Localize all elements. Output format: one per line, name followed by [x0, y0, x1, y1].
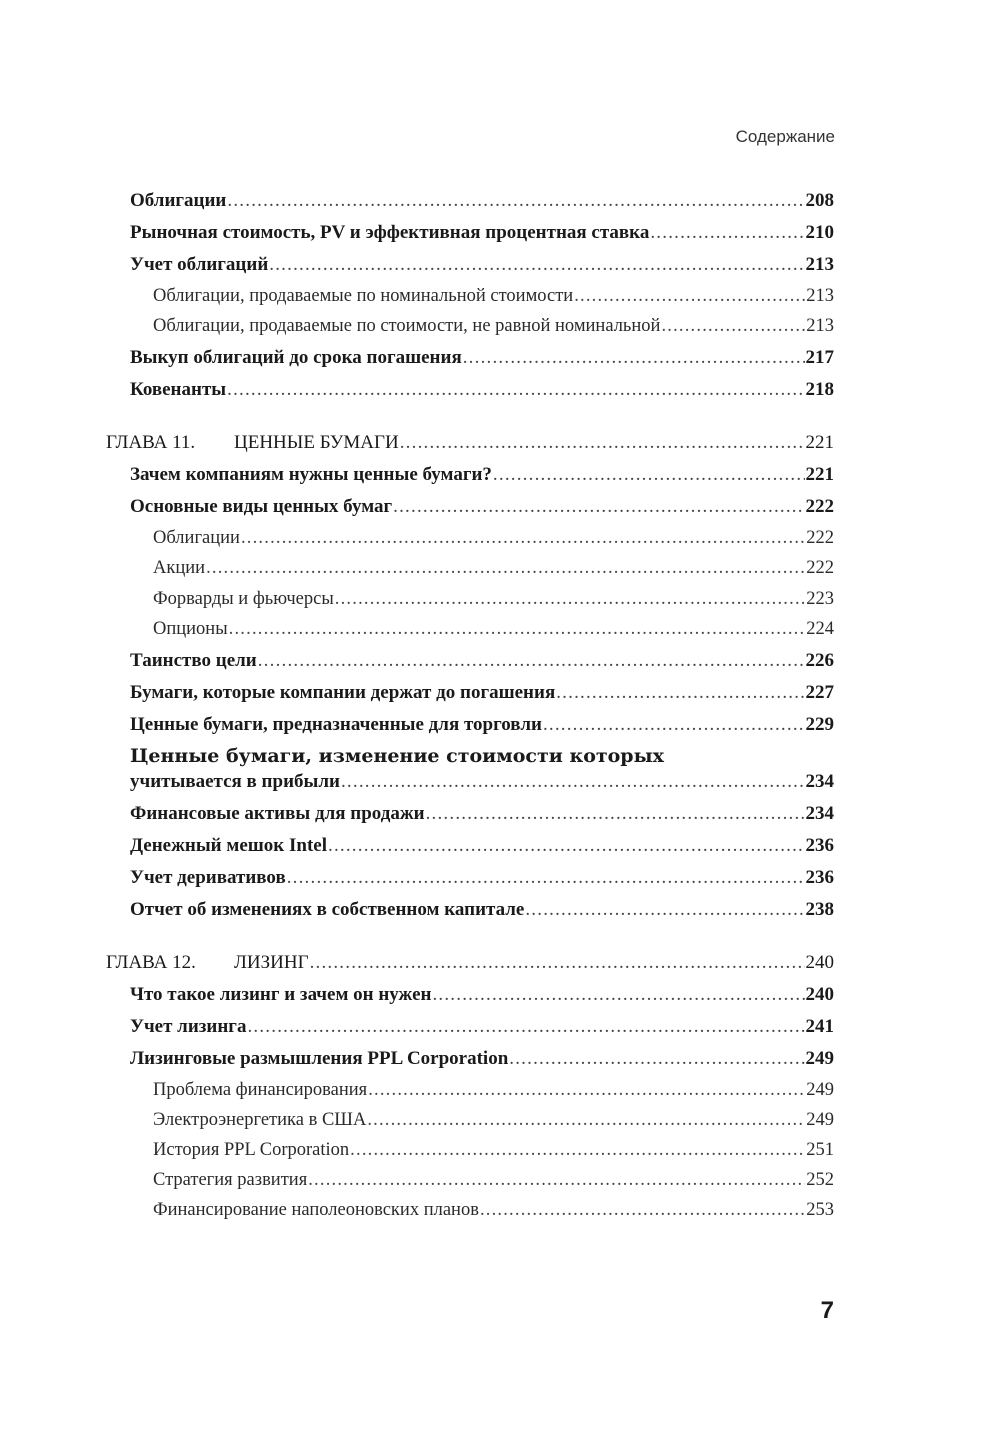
toc-page-number: 234 [805, 803, 834, 824]
page-number: 7 [820, 1297, 834, 1324]
toc-entry-held-to-maturity[interactable] [130, 682, 834, 704]
toc-entry-title: Основные виды ценных бумаг [130, 496, 393, 517]
toc-entry-title: Ковенанты [130, 379, 227, 400]
dot-leader [328, 835, 805, 857]
toc-page-number: 252 [806, 1170, 834, 1190]
toc-page-number: 222 [805, 496, 834, 517]
toc-page-number: 213 [806, 286, 834, 306]
toc-subentry-stocks[interactable] [153, 557, 834, 579]
toc-entry-why-securities[interactable] [130, 464, 834, 486]
toc-entry-bond-accounting[interactable] [130, 254, 834, 276]
dot-leader [368, 1079, 805, 1101]
toc-page-number: 221 [805, 432, 834, 453]
dot-leader [574, 285, 805, 307]
dot-leader [206, 557, 805, 579]
toc-entry-title: Учет лизинга [130, 1016, 247, 1037]
toc-entry-market-value[interactable] [130, 222, 834, 244]
toc-entry-title: Облигации, продаваемые по стоимости, не равной номинальной [153, 316, 661, 336]
toc-page-number: 218 [805, 379, 834, 400]
dot-leader [310, 952, 805, 974]
toc-subentry-ppl-history[interactable] [153, 1139, 834, 1161]
toc-page-number: 236 [805, 835, 834, 856]
toc-page-number: 253 [806, 1200, 834, 1220]
chapter-name: ЛИЗИНГ [234, 952, 309, 973]
chapter-label: ГЛАВА 12. [106, 952, 196, 973]
toc-entry-title: Учет деривативов [130, 867, 286, 888]
toc-entry-trading-securities[interactable] [130, 714, 834, 736]
toc-entry-title: Финансирование наполеоновских планов [153, 1200, 479, 1220]
toc-entry-title: Зачем компаниям нужны ценные бумаги? [130, 464, 492, 485]
dot-leader [556, 682, 804, 704]
toc-subentry-par-bonds[interactable] [153, 285, 834, 307]
toc-entry-title: Проблема финансирования [153, 1080, 368, 1100]
toc-entry-ppl-leasing[interactable] [130, 1048, 834, 1070]
dot-leader [350, 1139, 805, 1161]
toc-entry-title: Денежный мешок Intel [130, 835, 327, 856]
toc-entry-title: Отчет об изменениях в собственном капитале [130, 899, 525, 920]
dot-leader [393, 496, 804, 518]
toc-subentry-bonds[interactable] [153, 527, 834, 549]
toc-page-number: 238 [805, 899, 834, 920]
dot-leader [426, 803, 805, 825]
dot-leader [463, 347, 805, 369]
toc-page-number: 227 [805, 682, 834, 703]
toc-page-number: 249 [806, 1110, 834, 1130]
toc-subentry-financing-problem[interactable] [153, 1079, 834, 1101]
toc-page-number: 249 [806, 1080, 834, 1100]
dot-leader [258, 650, 805, 672]
toc-entry-security-types[interactable] [130, 496, 834, 518]
dot-leader [247, 1016, 804, 1038]
toc-entry-title: Рыночная стоимость, PV и эффективная процентная ставка [130, 222, 650, 243]
toc-entry-mystery-purpose[interactable] [130, 650, 834, 672]
dot-leader [229, 618, 806, 640]
toc-entry-fvtpl-line1[interactable]: Ценные бумаги, изменение стоимости которых [130, 745, 664, 767]
dot-leader [509, 1048, 804, 1070]
toc-entry-title: Облигации [130, 190, 227, 211]
toc-entry-title: Выкуп облигаций до срока погашения [130, 347, 462, 368]
dot-leader [543, 714, 805, 736]
toc-entry-bonds[interactable] [130, 190, 834, 212]
dot-leader [227, 190, 804, 212]
dot-leader [367, 1109, 805, 1131]
toc-entry-bond-buyback[interactable] [130, 347, 834, 369]
toc-page-number: 217 [805, 347, 834, 368]
toc-entry-covenants[interactable] [130, 379, 834, 401]
toc-page-number: 221 [805, 464, 834, 485]
running-head: Содержание [735, 127, 835, 146]
dot-leader [650, 222, 804, 244]
dot-leader [287, 867, 805, 889]
dot-leader [241, 527, 805, 549]
dot-leader [525, 899, 804, 921]
toc-entry-title: Форварды и фьючерсы [153, 589, 334, 609]
toc-entry-title: Облигации, продаваемые по номинальной стоимости [153, 286, 574, 306]
toc-page-number: 251 [806, 1140, 834, 1160]
dot-leader [432, 984, 804, 1006]
chapter-label: ГЛАВА 11. [106, 432, 196, 453]
toc-entry-title: Финансовые активы для продажи [130, 803, 425, 824]
toc-entry-title: Таинство цели [130, 650, 257, 671]
chapter-name: ЦЕННЫЕ БУМАГИ [234, 432, 399, 453]
toc-entry-title: Облигации [153, 528, 240, 548]
toc-entry-title: Электроэнергетика в США [153, 1110, 367, 1130]
dot-leader [400, 432, 805, 454]
dot-leader [269, 254, 804, 276]
toc-entry-fvtpl[interactable] [130, 771, 834, 793]
toc-page-number: 234 [805, 771, 834, 792]
toc-page-number: 229 [805, 714, 834, 735]
toc-page-number: 240 [805, 952, 834, 973]
toc-subentry-napoleonic-plans[interactable] [153, 1199, 834, 1221]
toc-page-number: 236 [805, 867, 834, 888]
toc-chapter-11[interactable] [106, 432, 834, 454]
toc-entry-available-for-sale[interactable] [130, 803, 834, 825]
toc-page-number: 222 [806, 528, 834, 548]
toc-entry-title: Акции [153, 558, 206, 578]
toc-page-number: 226 [805, 650, 834, 671]
toc-entry-title: учитывается в прибыли [130, 771, 340, 792]
dot-leader [341, 771, 805, 793]
dot-leader [308, 1169, 805, 1191]
dot-leader [227, 379, 804, 401]
toc-page-number: 249 [805, 1048, 834, 1069]
toc-entry-title: История PPL Corporation [153, 1140, 350, 1160]
toc-entry-title: Учет облигаций [130, 254, 269, 275]
toc-page-number: 240 [805, 984, 834, 1005]
toc-page-number: 210 [805, 222, 834, 243]
toc-entry-equity-statement[interactable] [130, 899, 834, 921]
toc-chapter-12[interactable] [106, 952, 834, 974]
dot-leader [335, 588, 805, 610]
toc-subentry-us-power[interactable] [153, 1109, 834, 1131]
toc-entry-title: Что такое лизинг и зачем он нужен [130, 984, 432, 1005]
toc-page-number: 208 [805, 190, 834, 211]
toc-chapter-title [106, 952, 309, 974]
toc-chapter-title [106, 432, 399, 454]
toc-entry-title: Стратегия развития [153, 1170, 308, 1190]
dot-leader [493, 464, 805, 486]
toc-page-number: 241 [805, 1016, 834, 1037]
toc-entry-intel[interactable] [130, 835, 834, 857]
toc-entry-title: Бумаги, которые компании держат до погашения [130, 682, 556, 703]
toc-entry-derivatives[interactable] [130, 867, 834, 889]
toc-entry-title: Лизинговые размышления PPL Corporation [130, 1048, 509, 1069]
toc-page-number: 213 [806, 316, 834, 336]
toc-entry-lease-accounting[interactable] [130, 1016, 834, 1038]
toc-subentry-strategy[interactable] [153, 1169, 834, 1191]
dot-leader [480, 1199, 805, 1221]
toc-page-number: 223 [806, 589, 834, 609]
toc-page-number: 213 [805, 254, 834, 275]
toc-subentry-forwards[interactable] [153, 588, 834, 610]
toc-subentry-nonpar-bonds[interactable] [153, 315, 834, 337]
toc-subentry-options[interactable] [153, 618, 834, 640]
dot-leader [661, 315, 805, 337]
toc-page-number: 224 [806, 619, 834, 639]
toc-entry-title: Ценные бумаги, предназначенные для торговли [130, 714, 542, 735]
toc-entry-title: Опционы [153, 619, 228, 639]
toc-page-number: 222 [806, 558, 834, 578]
toc-entry-what-is-leasing[interactable] [130, 984, 834, 1006]
